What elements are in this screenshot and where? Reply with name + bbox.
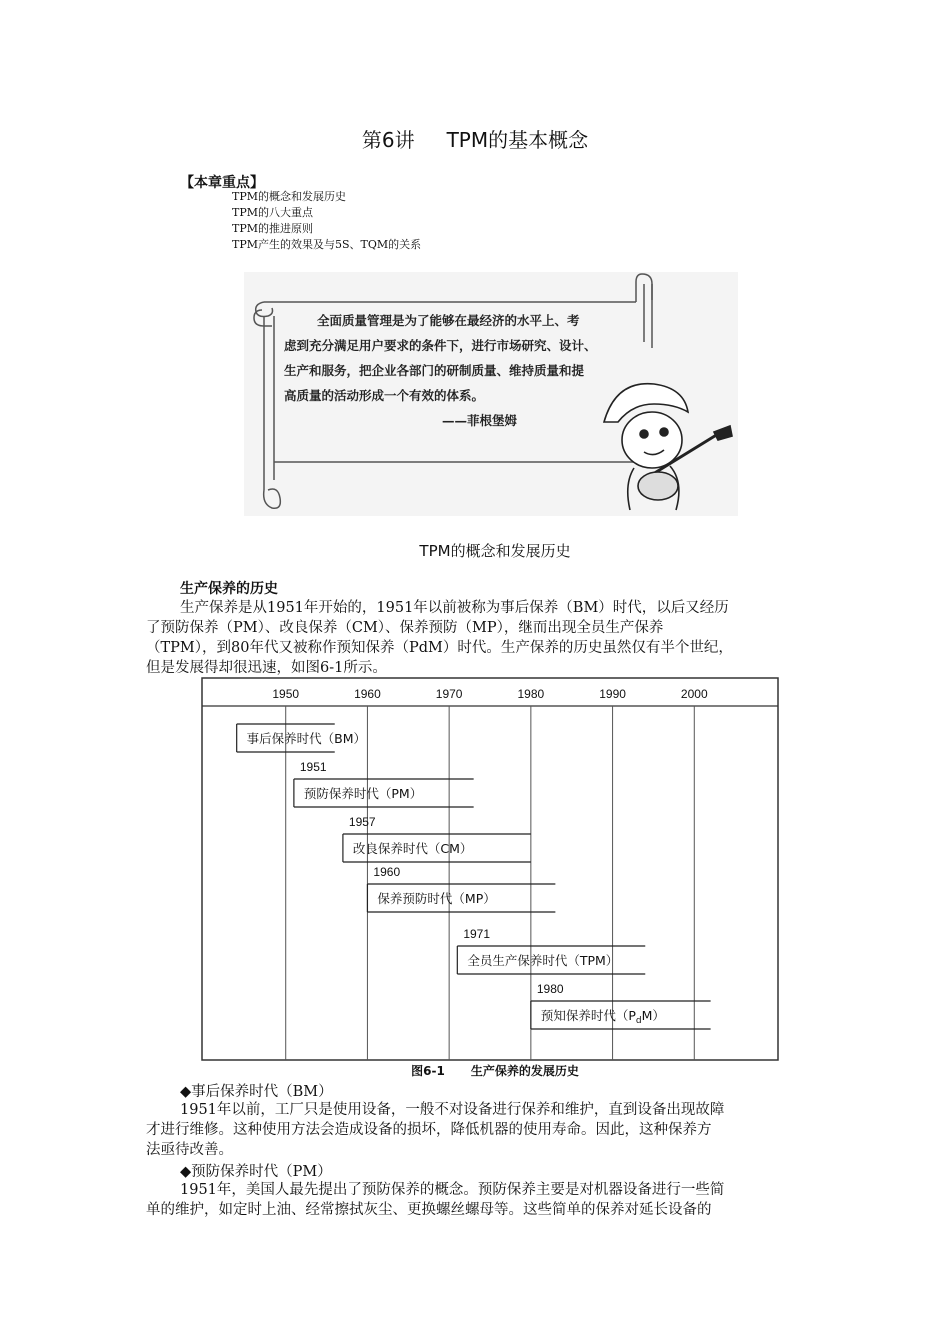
- paragraph-line: 了预防保养（PM）、改良保养（CM）、保养预防（MP），继而出现全员生产保养: [146, 620, 664, 636]
- axis-tick-label: 1990: [599, 687, 626, 701]
- quote-scroll-illustration: [244, 272, 738, 516]
- paragraph-line: 1951年以前，工厂只是使用设备，一般不对设备进行保养和维护，直到设备出现故障: [180, 1102, 725, 1118]
- cowboy-guitar-icon: [604, 384, 732, 510]
- era-start-label: 1951: [299, 760, 327, 774]
- paragraph-line: （TPM），到80年代又被称作预知保养（PdM）时代。生产保养的历史虽然仅有半个世纪，: [146, 640, 733, 656]
- era-label-subscript: d: [635, 1016, 642, 1026]
- page-title: [0, 124, 950, 153]
- paragraph-line: 法亟待改善。: [146, 1142, 233, 1158]
- era-heading: ◆预防保养时代（PM）: [180, 1164, 332, 1180]
- paragraph-line: 才进行维修。这种使用方法会造成设备的损坏，降低机器的使用寿命。因此，这种保养方: [146, 1122, 712, 1138]
- era-bar: 预知保养时代$(P_dM)$: [540, 1008, 665, 1026]
- axis-tick-label: 1980: [517, 687, 545, 701]
- timeline-svg: [200, 674, 790, 1062]
- era-start-label: 1980: [536, 982, 564, 996]
- paragraph-line: 但是发展得却很迅速，如图6-1所示。: [146, 660, 387, 676]
- lecture-topic: TPM的基本概念: [446, 128, 589, 152]
- paragraph-line: 单的维护，如定时上油、经常擦拭灰尘、更换螺丝螺母等。这些简单的保养对延长设备的: [146, 1202, 712, 1218]
- era-start-label: 1971: [463, 927, 491, 941]
- quote-line: 全面质量管理是为了能够在最经济的水平上、考: [317, 313, 580, 328]
- axis-tick-label: 1960: [354, 687, 381, 701]
- lecture-number: 第6讲: [361, 128, 415, 152]
- keypoint-item: TPM的八大重点: [232, 206, 314, 219]
- era-label-tail: M）: [641, 1008, 665, 1023]
- quote-line: 生产和服务，把企业各部门的研制质量、维持质量和提: [284, 363, 585, 378]
- figure-title: 生产保养的发展历史: [470, 1064, 579, 1078]
- maintenance-history-chart: [200, 674, 790, 1062]
- axis-tick-label: 1970: [435, 687, 463, 701]
- keypoint-item: TPM的推进原则: [232, 222, 314, 235]
- keypoint-item: TPM的概念和发展历史: [232, 190, 347, 203]
- quote-line: 高质量的活动形成一个有效的体系。: [284, 388, 485, 403]
- figure-caption: [0, 1062, 950, 1079]
- era-start-label: 1957: [348, 815, 376, 829]
- paragraph-line: 1951年，美国人最先提出了预防保养的概念。预防保养主要是对机器设备进行一些简: [180, 1182, 725, 1198]
- era-bar: 事后保养时代（BM）: [246, 731, 367, 746]
- quote-line: 虑到充分满足用户要求的条件下，进行市场研究、设计、: [284, 338, 597, 353]
- axis-tick-label: 1950: [272, 687, 300, 701]
- figure-number: 图6-1: [411, 1064, 445, 1078]
- axis-tick-label: 2000: [680, 687, 708, 701]
- subsection-heading: 生产保养的历史: [180, 581, 278, 597]
- era-start-label: 1960: [373, 865, 401, 879]
- era-bar: 保养预防时代（MP）: [377, 891, 496, 906]
- paragraph-line: 生产保养是从1951年开始的，1951年以前被称为事后保养（BM）时代，以后又经历: [180, 600, 729, 616]
- quote-author: ——菲根堡姆: [442, 413, 518, 428]
- section-title: TPM的概念和发展历史: [419, 542, 571, 560]
- keypoints-heading: 【本章重点】: [180, 175, 264, 191]
- era-heading: ◆事后保养时代（BM）: [180, 1084, 333, 1100]
- era-bar: 预防保养时代（PM）: [303, 786, 423, 801]
- keypoint-item: TPM产生的效果及与5S、TQM的关系: [232, 238, 422, 251]
- era-bar: 全员生产保养时代（TPM）: [467, 953, 619, 968]
- era-bar: 改良保养时代（CM）: [352, 841, 473, 856]
